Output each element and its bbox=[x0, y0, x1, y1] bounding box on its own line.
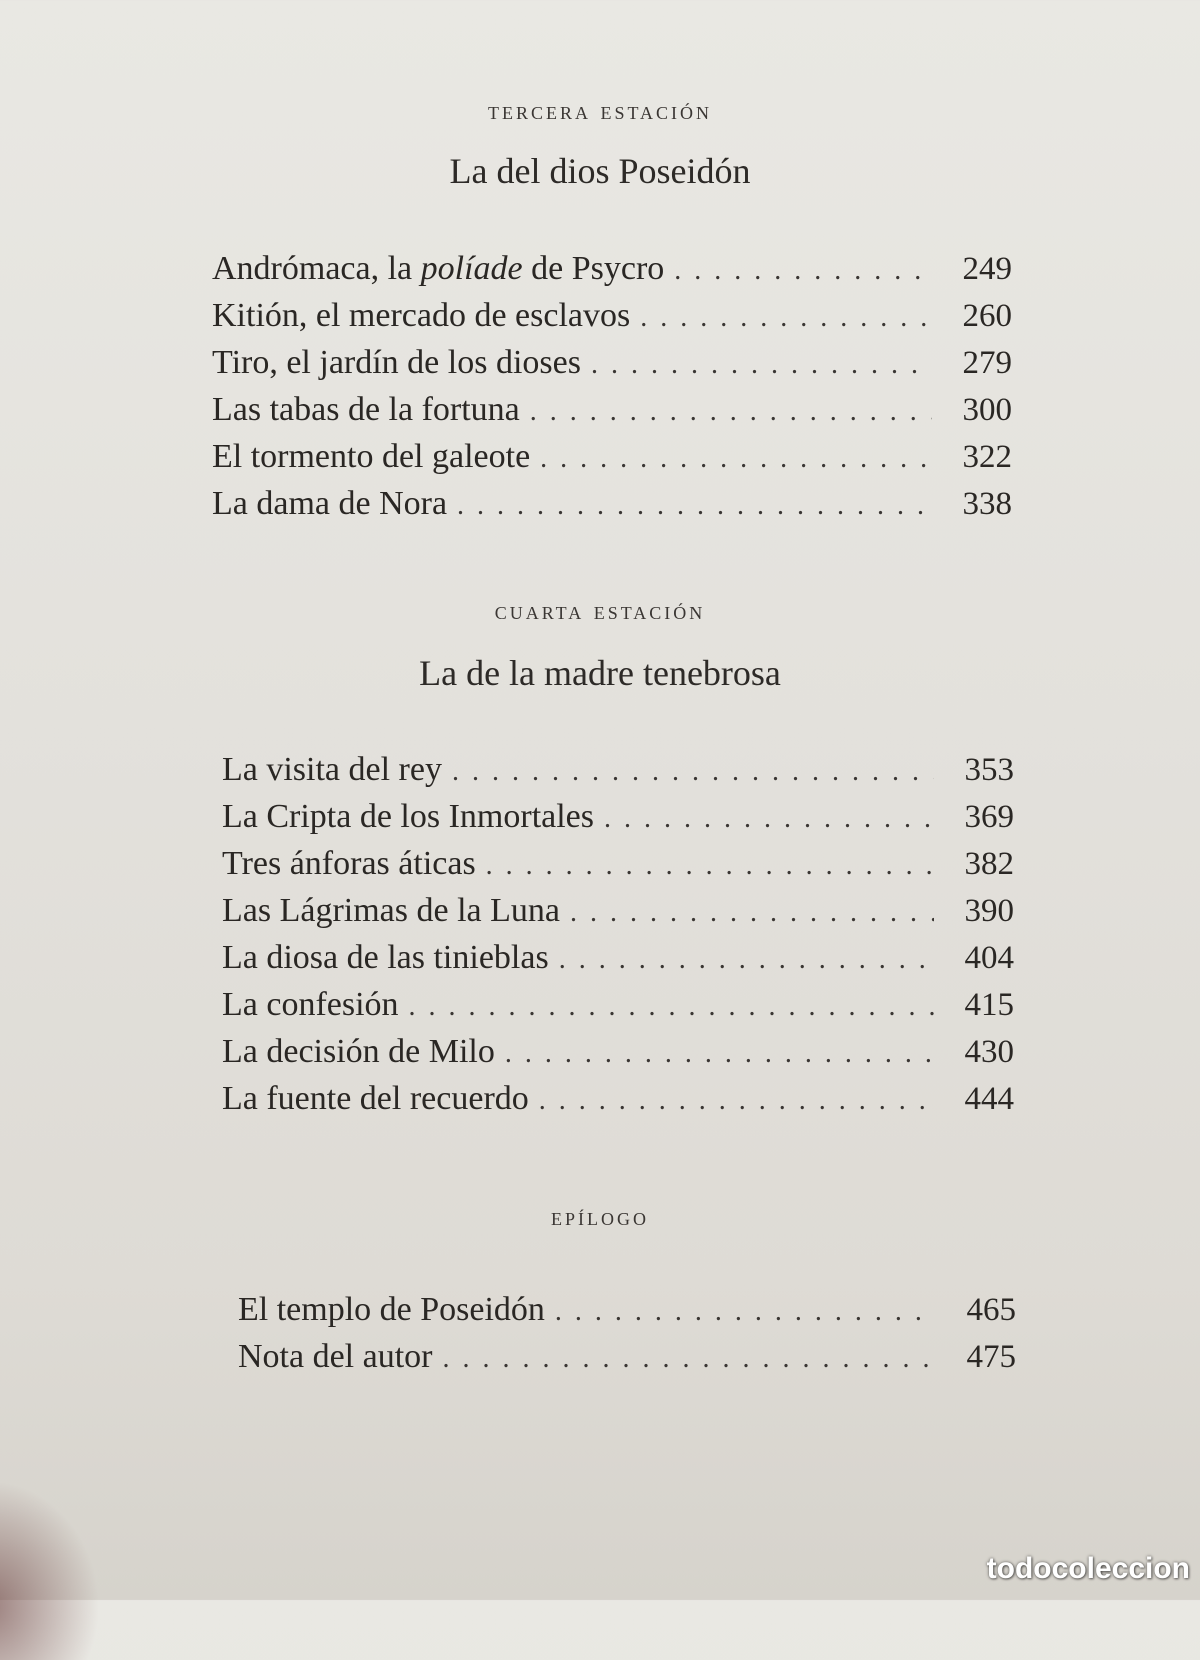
toc-entry-title-text: La visita del rey bbox=[222, 751, 442, 788]
toc-entry-title bbox=[222, 934, 549, 981]
toc-entry-title-text: Las tabas de la fortuna bbox=[212, 391, 520, 428]
toc-entry bbox=[222, 1028, 1014, 1075]
toc-entry bbox=[222, 793, 1014, 840]
toc-entry-title bbox=[238, 1333, 433, 1380]
toc-list-tercera bbox=[212, 245, 1012, 527]
toc-entry-page: 249 bbox=[962, 251, 1012, 287]
dot-leader bbox=[530, 388, 932, 435]
dot-leader bbox=[452, 748, 934, 795]
dot-leader bbox=[591, 341, 932, 388]
toc-entry-title bbox=[222, 1028, 495, 1075]
toc-entry-title-text: Tres ánforas áticas bbox=[222, 845, 476, 882]
toc-entry-title-text: Nota del autor bbox=[238, 1338, 433, 1375]
dot-leader bbox=[457, 482, 932, 529]
toc-entry-title-text: El tormento del galeote bbox=[212, 438, 531, 475]
dot-leader bbox=[486, 842, 934, 889]
toc-entry-title bbox=[212, 245, 664, 292]
section-title-tercera: La del dios Poseidón bbox=[449, 151, 751, 191]
toc-entry-page: 430 bbox=[964, 1034, 1014, 1070]
toc-entry-page: 390 bbox=[964, 893, 1014, 929]
section-label-epilogo: epílogo bbox=[551, 1202, 649, 1231]
toc-entry-title bbox=[222, 840, 476, 887]
toc-entry-title bbox=[212, 480, 447, 527]
dot-leader bbox=[674, 247, 932, 294]
toc-entry-title-text: Tiro, el jardín de los dioses bbox=[212, 344, 581, 381]
toc-entry-title-text: El templo de Poseidón bbox=[238, 1291, 545, 1328]
toc-entry-page: 475 bbox=[966, 1339, 1016, 1375]
toc-entry bbox=[238, 1286, 1016, 1333]
section-title-cuarta: La de la madre tenebrosa bbox=[419, 653, 781, 693]
toc-entry-page: 300 bbox=[962, 392, 1012, 428]
toc-entry-title bbox=[222, 981, 399, 1028]
toc-entry bbox=[222, 981, 1014, 1028]
toc-entry-title-text: de Psycro bbox=[522, 250, 665, 287]
toc-entry-title-text: Andrómaca, la bbox=[212, 250, 421, 287]
toc-entry-title-text: La Cripta de los Inmortales bbox=[222, 798, 595, 835]
toc-entry bbox=[222, 887, 1014, 934]
toc-entry bbox=[212, 480, 1012, 527]
toc-entry-title-text: La diosa de las tinieblas bbox=[222, 939, 549, 976]
dot-leader bbox=[505, 1030, 934, 1077]
toc-list-cuarta bbox=[222, 746, 1014, 1122]
toc-entry-page: 322 bbox=[962, 439, 1012, 475]
toc-entry-title bbox=[222, 746, 442, 793]
dot-leader bbox=[443, 1335, 937, 1382]
dot-leader bbox=[604, 795, 934, 842]
toc-entry bbox=[222, 1075, 1014, 1122]
toc-entry bbox=[212, 433, 1012, 480]
dot-leader bbox=[540, 435, 932, 482]
toc-entry-title-text: La decisión de Milo bbox=[222, 1033, 495, 1070]
toc-entry-page: 382 bbox=[964, 846, 1014, 882]
toc-entry-page: 353 bbox=[964, 752, 1014, 788]
dot-leader bbox=[570, 889, 934, 936]
section-label-tercera: tercera estación bbox=[487, 96, 713, 125]
toc-entry bbox=[222, 840, 1014, 887]
toc-entry-title-text: La dama de Nora bbox=[212, 485, 448, 522]
section-label-cuarta: cuarta estación bbox=[494, 596, 706, 625]
dot-leader bbox=[640, 294, 932, 341]
toc-entry-page: 415 bbox=[964, 987, 1014, 1023]
toc-entry-page: 465 bbox=[966, 1292, 1016, 1328]
toc-entry-title-text: Las Lágrimas de la Luna bbox=[222, 892, 560, 929]
toc-entry-title bbox=[222, 793, 594, 840]
toc-entry-page: 444 bbox=[964, 1081, 1014, 1117]
toc-entry-title bbox=[212, 339, 581, 386]
toc-entry-page: 404 bbox=[964, 940, 1014, 976]
toc-entry-title bbox=[222, 1075, 529, 1122]
toc-entry-title bbox=[212, 433, 530, 480]
dot-leader bbox=[555, 1288, 936, 1335]
toc-entry-title bbox=[212, 292, 630, 339]
toc-entry-page: 260 bbox=[962, 298, 1012, 334]
dot-leader bbox=[409, 983, 934, 1030]
toc-entry bbox=[212, 292, 1012, 339]
toc-entry-page: 279 bbox=[962, 345, 1012, 381]
toc-entry bbox=[222, 934, 1014, 981]
watermark-logo: todocoleccion bbox=[986, 1552, 1190, 1585]
toc-entry-title bbox=[222, 887, 560, 934]
dot-leader bbox=[559, 936, 934, 983]
toc-entry bbox=[212, 339, 1012, 386]
toc-entry-title-text: Kitión, el mercado de esclavos bbox=[212, 297, 631, 334]
toc-entry-title-text: La fuente del recuerdo bbox=[222, 1080, 529, 1117]
toc-entry-title bbox=[238, 1286, 545, 1333]
toc-entry-title bbox=[212, 386, 520, 433]
toc-entry bbox=[212, 245, 1012, 292]
dot-leader bbox=[539, 1077, 934, 1124]
toc-entry-page: 369 bbox=[964, 799, 1014, 835]
toc-list-epilogo bbox=[238, 1286, 1016, 1380]
finger-shadow bbox=[0, 1480, 100, 1660]
toc-entry-title-text: La confesión bbox=[222, 986, 399, 1023]
toc-entry-page: 338 bbox=[962, 486, 1012, 522]
toc-entry-title-italic: políade bbox=[420, 250, 523, 287]
toc-entry bbox=[238, 1333, 1016, 1380]
toc-entry bbox=[212, 386, 1012, 433]
toc-entry bbox=[222, 746, 1014, 793]
